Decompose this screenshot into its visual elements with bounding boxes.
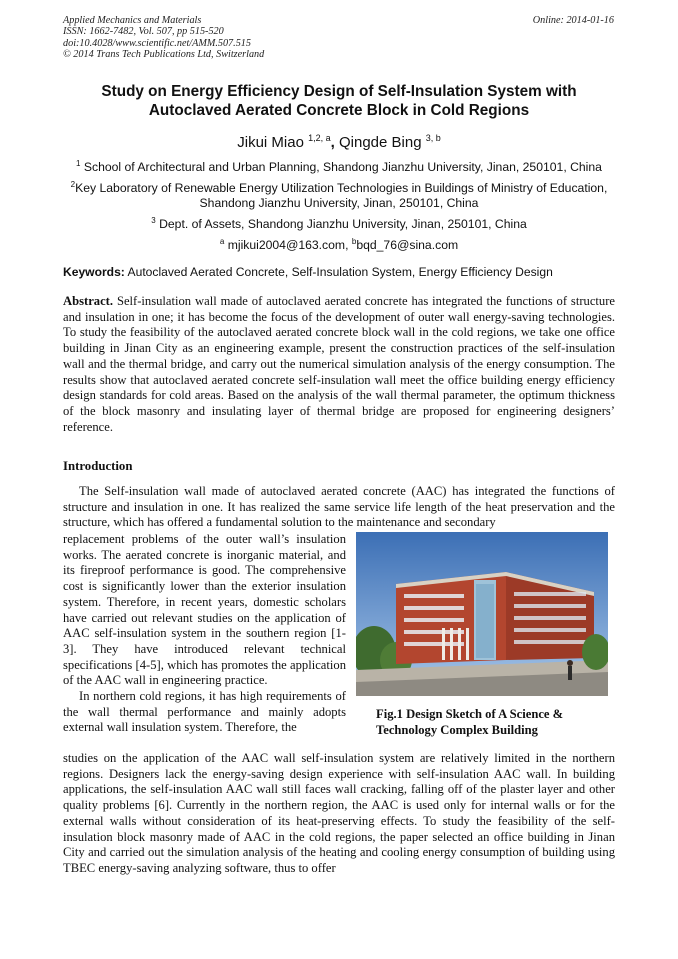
figure-caption-line-2: Technology Complex Building bbox=[376, 723, 538, 737]
building-sketch-illustration bbox=[356, 532, 608, 696]
title-line-1: Study on Energy Efficiency Design of Self-Insulation System with bbox=[101, 83, 577, 100]
journal-name: Applied Mechanics and Materials bbox=[63, 15, 202, 26]
email-b[interactable]: bqd_76@sina.com bbox=[356, 238, 459, 252]
affiliation-2-text-2: Shandong Jianzhu University, Jinan, 250101, China bbox=[199, 195, 479, 210]
abstract bbox=[63, 294, 615, 435]
author-1-affiliation: 1,2, a bbox=[308, 133, 331, 143]
affiliation-3 bbox=[63, 214, 615, 232]
affiliation-2-text-1: Key Laboratory of Renewable Energy Utilization Technologies in Buildings of Ministry of Education, bbox=[75, 181, 608, 195]
intro-paragraph-1-column: replacement problems of the outer wall’s insulation works. The aerated concrete is inorganic material, and its fireproof performance is good. The comprehensive cost is significantly lower than the exterior insulation system. Therefore, in recent years, domestic scholars have carried out relevant studies on the application of AAC self-insulation system in the southern region [1-3]. They have introduced relevant technical specifications [4-5], which has promotes the application of the AAC wall in engineering practice. bbox=[63, 532, 346, 688]
building-sketch-image bbox=[356, 532, 608, 696]
author-separator: , bbox=[330, 134, 335, 151]
abstract-text: Self-insulation wall made of autoclaved aerated concrete has integrated the functions of structure and insulation in one; it has become the focus of the development of outer wall energy-saving technologies. To study the feasibility of the autoclaved aerated concrete block wall in the cold regions, we take one office building in Jinan City as an engineering example, present the construction practices of the self-insulation wall and the thermal bridge, and carry out the numerical simulation analysis of the energy consumption. The results show that autoclaved aerated concrete self-insulation wall meet the office building energy efficiency design standards for cold areas. Based on the analysis of the wall thermal parameter, the optimum thickness of the block masonry and insulating layer of thermal bridge are proposed for engineering designers’ reference. bbox=[63, 294, 615, 434]
issn-line: ISSN: 1662-7482, Vol. 507, pp 515-520 bbox=[63, 26, 224, 38]
affiliation-2 bbox=[63, 178, 615, 210]
section-heading-introduction: Introduction bbox=[63, 459, 133, 473]
abstract-label: Abstract. bbox=[63, 294, 114, 308]
paper-title bbox=[63, 82, 615, 120]
author-2: Qingde Bing bbox=[338, 134, 422, 151]
doi-line: doi:10.4028/www.scientific.net/AMM.507.515 bbox=[63, 37, 251, 49]
online-date: Online: 2014-01-16 bbox=[532, 15, 614, 26]
intro-paragraph-1-full: The Self-insulation wall made of autoclaved aerated concrete (AAC) has integrated the functions of structure and insulation in one. It has realized the same service life length of the heat preservation and the structure, which has offered a fundamental solution to the maintenance and secondary bbox=[63, 484, 615, 530]
affiliation-3-text: Dept. of Assets, Shandong Jianzhu University, Jinan, 250101, China bbox=[159, 217, 527, 231]
journal-header bbox=[63, 15, 264, 61]
affiliation-2-marker: 2 bbox=[70, 180, 76, 189]
email-b-marker: b bbox=[351, 237, 357, 246]
title-line-2: Autoclaved Aerated Concrete Block in Cold Regions bbox=[148, 102, 530, 119]
intro-column-text bbox=[63, 532, 346, 736]
affiliation-1-text: School of Architectural and Urban Planning, Shandong Jianzhu University, Jinan, 250101, China bbox=[83, 160, 602, 174]
affiliation-3-marker: 3 bbox=[151, 216, 156, 225]
affiliation-1-marker: 1 bbox=[76, 159, 81, 168]
author-list bbox=[63, 133, 615, 151]
author-1: Jikui Miao bbox=[237, 134, 304, 151]
keywords-text: Autoclaved Aerated Concrete, Self-Insulation System, Energy Efficiency Design bbox=[127, 265, 553, 279]
figure-caption-line-1: Fig.1 Design Sketch of A Science & bbox=[376, 707, 564, 721]
email-a-marker: a bbox=[219, 237, 225, 246]
copyright-line: © 2014 Trans Tech Publications Ltd, Switzerland bbox=[63, 49, 265, 61]
figure-caption bbox=[376, 706, 598, 738]
keywords bbox=[63, 265, 615, 279]
email-line bbox=[63, 235, 615, 253]
author-2-affiliation: 3, b bbox=[425, 133, 441, 143]
keywords-label: Keywords: bbox=[63, 265, 125, 279]
intro-paragraph-2-full: studies on the application of the AAC wall self-insulation system are relatively limited in the northern regions. Designers lack the energy-saving design experience with self-insulation AAC wall. In building applications, the self-insulation AAC wall still faces wall cracking, falling off of the plaster layer and other quality problems [6]. Currently in the northern region, the AAC is used only for internal walls or for the external walls without consideration of its heat-preserving effects. To study the feasibility of the self-insulation block masonry made of AAC in the cold regions, the paper selected an office building in Jinan City and carried out the simulation analysis of the heating and cooling energy consumption of building using TBEC energy-saving analyzing software, thus to offer bbox=[63, 751, 615, 875]
intro-paragraph-2-column: In northern cold regions, it has high requirements of the wall thermal performance and mainly adopts external wall insulation system. Therefore, the bbox=[63, 689, 346, 735]
email-a[interactable]: mjikui2004@163.com, bbox=[227, 238, 349, 252]
affiliation-1 bbox=[63, 157, 615, 175]
